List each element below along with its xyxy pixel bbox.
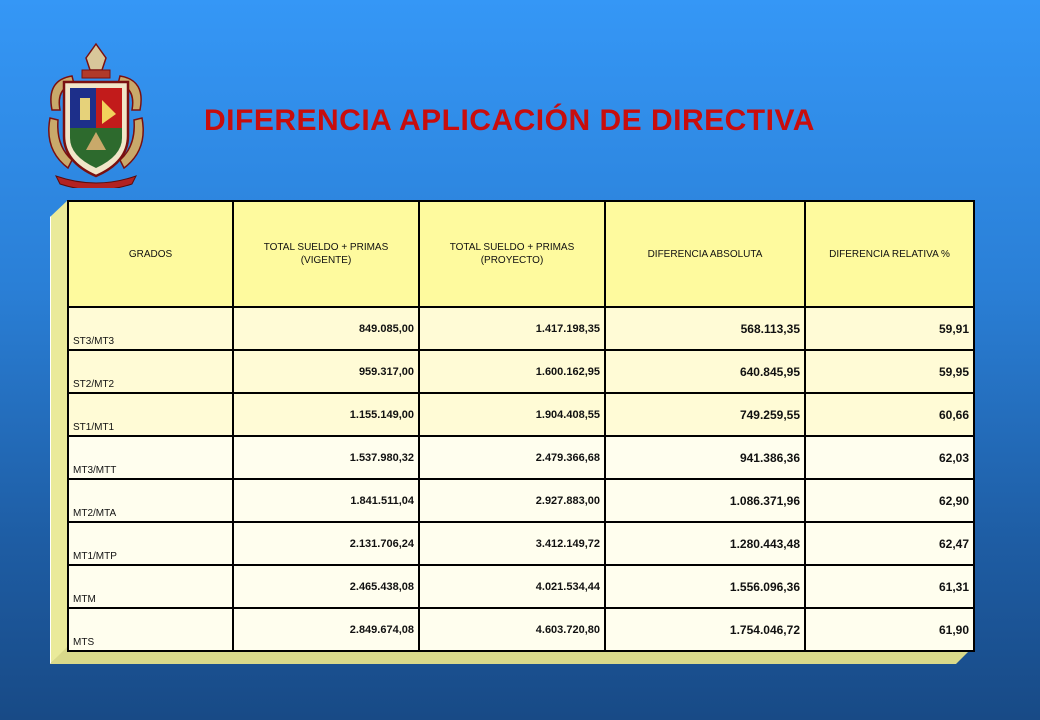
header-total-proyecto: TOTAL SUELDO + PRIMAS (PROYECTO) bbox=[419, 201, 605, 307]
relative-diff-cell: 62,03 bbox=[805, 436, 974, 479]
table-row bbox=[68, 436, 974, 479]
table-row bbox=[68, 393, 974, 436]
header-diferencia-absoluta: DIFERENCIA ABSOLUTA bbox=[605, 201, 805, 307]
grade-cell: MT1/MTP bbox=[68, 522, 233, 565]
proyecto-cell: 2.479.366,68 bbox=[419, 436, 605, 479]
vigente-cell: 849.085,00 bbox=[233, 307, 419, 350]
relative-diff-cell: 61,90 bbox=[805, 608, 974, 651]
absolute-diff-cell: 1.556.096,36 bbox=[605, 565, 805, 608]
relative-diff-cell: 62,47 bbox=[805, 522, 974, 565]
vigente-cell: 2.131.706,24 bbox=[233, 522, 419, 565]
grade-cell: MT3/MTT bbox=[68, 436, 233, 479]
header-diferencia-relativa: DIFERENCIA RELATIVA % bbox=[805, 201, 974, 307]
grade-cell: ST1/MT1 bbox=[68, 393, 233, 436]
proyecto-cell: 4.603.720,80 bbox=[419, 608, 605, 651]
relative-diff-cell: 59,91 bbox=[805, 307, 974, 350]
grade-cell: MT2/MTA bbox=[68, 479, 233, 522]
proyecto-cell: 4.021.534,44 bbox=[419, 565, 605, 608]
relative-diff-cell: 61,31 bbox=[805, 565, 974, 608]
table-header-row bbox=[68, 201, 974, 307]
vigente-cell: 1.841.511,04 bbox=[233, 479, 419, 522]
proyecto-cell: 1.904.408,55 bbox=[419, 393, 605, 436]
vigente-cell: 1.537.980,32 bbox=[233, 436, 419, 479]
table-row bbox=[68, 307, 974, 350]
absolute-diff-cell: 749.259,55 bbox=[605, 393, 805, 436]
grade-cell: ST3/MT3 bbox=[68, 307, 233, 350]
proyecto-cell: 1.600.162,95 bbox=[419, 350, 605, 393]
coat-of-arms-icon bbox=[42, 40, 150, 188]
grade-cell: MTM bbox=[68, 565, 233, 608]
page-title: DIFERENCIA APLICACIÓN DE DIRECTIVA bbox=[204, 104, 815, 137]
table-row bbox=[68, 350, 974, 393]
salary-table bbox=[67, 200, 975, 652]
table-row bbox=[68, 522, 974, 565]
table-row bbox=[68, 565, 974, 608]
proyecto-cell: 2.927.883,00 bbox=[419, 479, 605, 522]
header-total-vigente: TOTAL SUELDO + PRIMAS (VIGENTE) bbox=[233, 201, 419, 307]
absolute-diff-cell: 568.113,35 bbox=[605, 307, 805, 350]
absolute-diff-cell: 1.280.443,48 bbox=[605, 522, 805, 565]
salary-table-frame bbox=[67, 200, 973, 647]
relative-diff-cell: 60,66 bbox=[805, 393, 974, 436]
proyecto-cell: 3.412.149,72 bbox=[419, 522, 605, 565]
table-row bbox=[68, 479, 974, 522]
grade-cell: ST2/MT2 bbox=[68, 350, 233, 393]
vigente-cell: 1.155.149,00 bbox=[233, 393, 419, 436]
vigente-cell: 2.849.674,08 bbox=[233, 608, 419, 651]
absolute-diff-cell: 1.086.371,96 bbox=[605, 479, 805, 522]
grade-cell: MTS bbox=[68, 608, 233, 651]
header-grados: GRADOS bbox=[68, 201, 233, 307]
relative-diff-cell: 62,90 bbox=[805, 479, 974, 522]
vigente-cell: 2.465.438,08 bbox=[233, 565, 419, 608]
table-row bbox=[68, 608, 974, 651]
proyecto-cell: 1.417.198,35 bbox=[419, 307, 605, 350]
absolute-diff-cell: 640.845,95 bbox=[605, 350, 805, 393]
relative-diff-cell: 59,95 bbox=[805, 350, 974, 393]
vigente-cell: 959.317,00 bbox=[233, 350, 419, 393]
absolute-diff-cell: 1.754.046,72 bbox=[605, 608, 805, 651]
absolute-diff-cell: 941.386,36 bbox=[605, 436, 805, 479]
